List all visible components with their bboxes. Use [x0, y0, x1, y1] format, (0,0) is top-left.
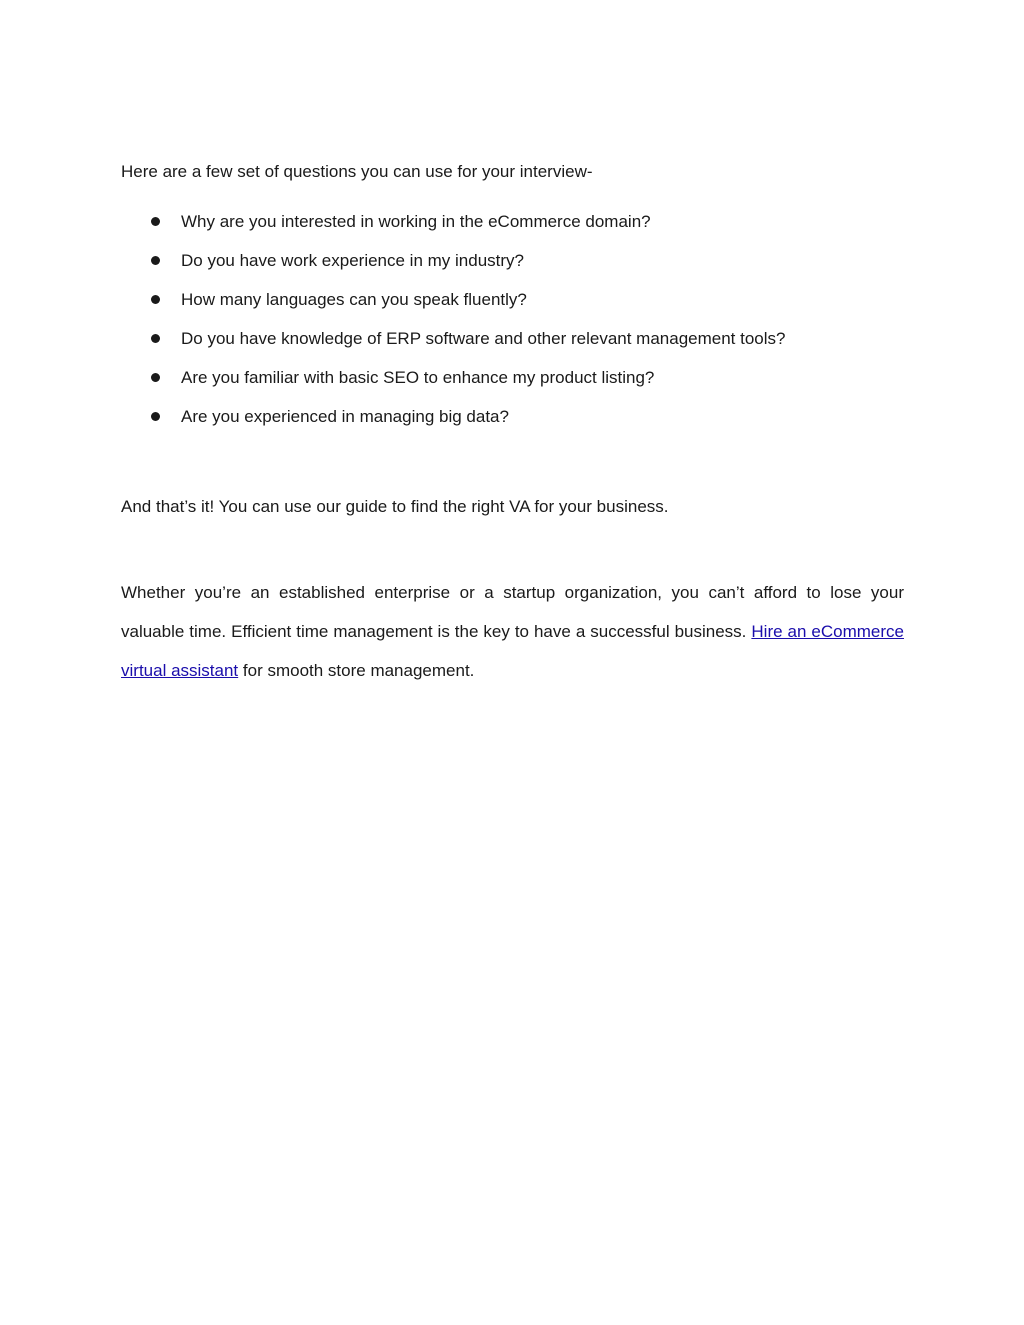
document-content — [121, 159, 904, 690]
closing-paragraph — [121, 573, 904, 690]
list-item — [121, 326, 904, 365]
list-item — [121, 209, 904, 248]
bullet-icon — [151, 334, 160, 343]
hire-va-link[interactable]: Hire an eCommerce virtual assistant — [121, 622, 904, 680]
bullet-icon — [151, 373, 160, 382]
question-text: Are you familiar with basic SEO to enhance my product listing? — [181, 368, 655, 387]
list-item — [121, 287, 904, 326]
bullet-icon — [151, 217, 160, 226]
intro-paragraph: Here are a few set of questions you can use for your interview- — [121, 162, 593, 181]
conclusion-paragraph: And that’s it! You can use our guide to find the right VA for your business. — [121, 497, 669, 516]
list-item — [121, 404, 904, 443]
question-text: Why are you interested in working in the eCommerce domain? — [181, 212, 651, 231]
bullet-icon — [151, 256, 160, 265]
question-text: How many languages can you speak fluently? — [181, 290, 527, 309]
question-list — [121, 209, 904, 443]
bullet-icon — [151, 295, 160, 304]
question-text: Are you experienced in managing big data? — [181, 407, 509, 426]
closing-text-after: for smooth store management. — [238, 661, 475, 680]
question-text: Do you have knowledge of ERP software and other relevant management tools? — [181, 329, 786, 348]
bullet-icon — [151, 412, 160, 421]
question-text: Do you have work experience in my industry? — [181, 251, 524, 270]
list-item — [121, 365, 904, 404]
closing-text-before: Whether you’re an established enterprise or a startup organization, you can’t afford to lose your valuable time. Efficient time management is the key to have a successful business. — [121, 583, 904, 641]
list-item — [121, 248, 904, 287]
